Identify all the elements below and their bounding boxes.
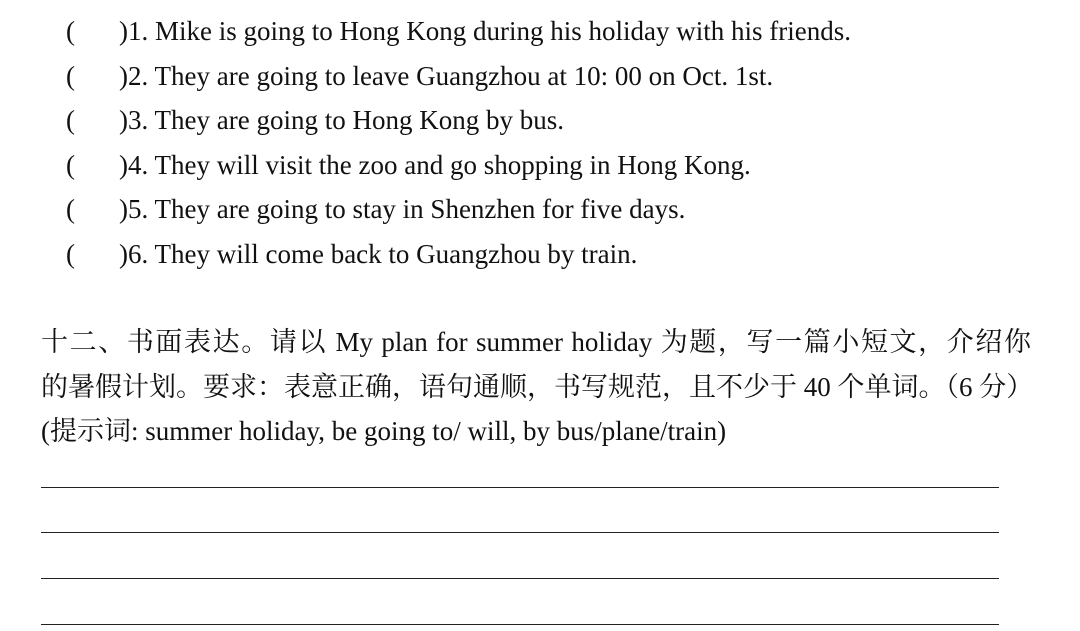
- answer-paren[interactable]: (: [66, 105, 75, 136]
- question-4: [0, 143, 1080, 188]
- true-false-questions: [0, 9, 1080, 277]
- answer-line[interactable]: [41, 532, 999, 533]
- question-1: [0, 9, 1080, 54]
- answer-paren[interactable]: (: [66, 16, 75, 46]
- question-text: )4. They will visit the zoo and go shopping in Hong Kong.: [119, 149, 751, 180]
- writing-task-instruction-line-1: 十二、书面表达。请以 My plan for summer holiday 为题，写一篇小短文，介绍你: [41, 327, 1031, 357]
- answer-line[interactable]: [41, 578, 999, 579]
- writing-task: [41, 320, 1034, 454]
- answer-paren[interactable]: (: [66, 194, 75, 225]
- question-6: [0, 232, 1080, 277]
- answer-paren[interactable]: (: [66, 149, 75, 180]
- answer-paren[interactable]: (: [66, 238, 75, 269]
- question-text: )6. They will come back to Guangzhou by train.: [119, 238, 638, 269]
- writing-task-hint-words: (提示词: summer holiday, be going to/ will, by bus/plane/train): [41, 416, 727, 446]
- question-2: [0, 54, 1080, 99]
- question-text: )2. They are going to leave Guangzhou at 10: 00 on Oct. 1st.: [119, 60, 774, 91]
- writing-task-instruction-line-2: 的暑假计划。要求：表意正确，语句通顺，书写规范，且不少于 40 个单词。（6 分）: [41, 371, 1034, 402]
- question-text: )5. They are going to stay in Shenzhen for five days.: [119, 194, 686, 225]
- answer-paren[interactable]: (: [66, 60, 75, 91]
- question-text: )3. They are going to Hong Kong by bus.: [119, 105, 564, 136]
- answer-line[interactable]: [41, 487, 999, 488]
- question-5: [0, 187, 1080, 232]
- question-text: )1. Mike is going to Hong Kong during his holiday with his friends.: [119, 16, 851, 46]
- answer-line[interactable]: [41, 624, 999, 625]
- question-3: [0, 98, 1080, 143]
